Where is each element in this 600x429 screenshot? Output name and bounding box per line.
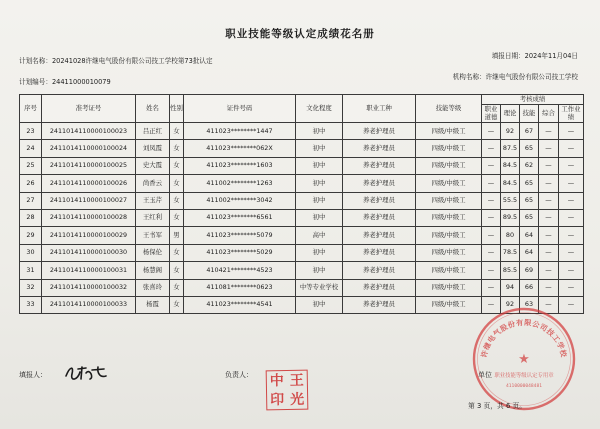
col-skill: 技能 — [520, 105, 539, 123]
score-table — [19, 94, 584, 314]
cell-ticket: 2411014110000100025 — [42, 157, 136, 174]
cell-perf: — — [559, 262, 584, 279]
cell-theory: 92 — [501, 123, 520, 140]
cell-perf: — — [559, 123, 584, 140]
cell-ticket: 2411014110000100033 — [42, 296, 136, 313]
cell-skill: 62 — [520, 157, 539, 174]
cell-name: 王书军 — [136, 227, 170, 244]
cell-gender: 女 — [170, 140, 184, 157]
cell-edu: 初中 — [296, 140, 343, 157]
cell-theory: 55.5 — [501, 192, 520, 209]
cell-job: 养老护理员 — [343, 296, 416, 313]
cell-name: 杨霞 — [136, 296, 170, 313]
cell-gender: 女 — [170, 262, 184, 279]
cell-level: 四级/中级工 — [416, 227, 482, 244]
seal-top-text: 许继电气股份有限公司技工学校 — [479, 317, 569, 359]
table-row — [20, 192, 584, 209]
cell-ticket: 2411014110000100032 — [42, 279, 136, 296]
cell-edu: 初中 — [296, 262, 343, 279]
cell-gender: 女 — [170, 175, 184, 192]
cell-id: 411023********5029 — [184, 244, 296, 261]
cell-id: 411023********062X — [184, 140, 296, 157]
cell-job: 养老护理员 — [343, 244, 416, 261]
col-theory: 理论 — [501, 105, 520, 123]
cell-seq: 27 — [20, 192, 42, 209]
cell-gender: 男 — [170, 227, 184, 244]
cell-moral: — — [482, 296, 501, 313]
cell-edu: 初中 — [296, 192, 343, 209]
cell-theory: 89.5 — [501, 209, 520, 226]
table-row — [20, 140, 584, 157]
cell-name: 尚香云 — [136, 175, 170, 192]
cell-seq: 26 — [20, 175, 42, 192]
cell-theory: 84.5 — [501, 175, 520, 192]
cell-edu: 初中 — [296, 123, 343, 140]
cell-ticket: 2411014110000100024 — [42, 140, 136, 157]
col-name: 姓名 — [136, 95, 170, 123]
cell-skill: 64 — [520, 244, 539, 261]
col-seq: 序号 — [20, 95, 42, 123]
cell-comp: — — [539, 123, 559, 140]
cell-id: 411023********5079 — [184, 227, 296, 244]
cell-comp: — — [539, 279, 559, 296]
cell-edu: 高中 — [296, 227, 343, 244]
table-row — [20, 262, 584, 279]
cell-job: 养老护理员 — [343, 279, 416, 296]
cell-comp: — — [539, 262, 559, 279]
col-moral: 职业道德 — [482, 105, 501, 123]
col-comp: 综合 — [539, 105, 559, 123]
cell-theory: 87.5 — [501, 140, 520, 157]
plan-number: 计划编号：24411000010079 — [19, 78, 111, 86]
cell-job: 养老护理员 — [343, 140, 416, 157]
cell-seq: 32 — [20, 279, 42, 296]
cell-name: 王红利 — [136, 209, 170, 226]
cell-id: 411002********3042 — [184, 192, 296, 209]
cell-edu: 初中 — [296, 244, 343, 261]
cell-comp: — — [539, 140, 559, 157]
fill-date: 填报日期：2024年11月04日 — [491, 52, 578, 60]
seal-center-text: 职业技能等级认定专用章 — [494, 373, 554, 379]
cell-theory: 94 — [501, 279, 520, 296]
col-level: 技能等级 — [416, 95, 482, 123]
cell-perf: — — [559, 157, 584, 174]
cell-job: 养老护理员 — [343, 192, 416, 209]
cell-ticket: 2411014110000100028 — [42, 209, 136, 226]
cell-skill: 64 — [520, 227, 539, 244]
cell-moral: — — [482, 244, 501, 261]
table-row — [20, 123, 584, 140]
cell-level: 四级/中级工 — [416, 192, 482, 209]
cell-seq: 28 — [20, 209, 42, 226]
table-row — [20, 175, 584, 192]
cell-level: 四级/中级工 — [416, 209, 482, 226]
cell-name: 张喜玲 — [136, 279, 170, 296]
cell-name: 杨保伦 — [136, 244, 170, 261]
cell-seq: 33 — [20, 296, 42, 313]
col-perf: 工作业绩 — [559, 105, 584, 123]
filler-label: 填报人： — [19, 371, 47, 379]
cell-edu: 初中 — [296, 175, 343, 192]
cell-skill: 66 — [520, 279, 539, 296]
cell-gender: 女 — [170, 123, 184, 140]
cell-theory: 85.5 — [501, 262, 520, 279]
cell-theory: 78.5 — [501, 244, 520, 261]
table-row — [20, 279, 584, 296]
page-number: 第 3 页，共 6 页。 — [468, 402, 527, 410]
cell-gender: 女 — [170, 279, 184, 296]
cell-job: 养老护理员 — [343, 175, 416, 192]
cell-perf: — — [559, 296, 584, 313]
cell-moral: — — [482, 157, 501, 174]
col-edu: 文化程度 — [296, 95, 343, 123]
cell-seq: 29 — [20, 227, 42, 244]
col-gender: 性别 — [170, 95, 184, 123]
cell-moral: — — [482, 227, 501, 244]
stamp-char: 光 — [290, 391, 305, 408]
cell-seq: 23 — [20, 123, 42, 140]
cell-moral: — — [482, 192, 501, 209]
cell-moral: — — [482, 140, 501, 157]
cell-level: 四级/中级工 — [416, 140, 482, 157]
cell-ticket: 2411014110000100030 — [42, 244, 136, 261]
table-row — [20, 227, 584, 244]
col-id: 证件号码 — [184, 95, 296, 123]
cell-comp: — — [539, 227, 559, 244]
cell-edu: 初中 — [296, 157, 343, 174]
stamp-char: 中 — [269, 372, 284, 389]
cell-seq: 30 — [20, 244, 42, 261]
cell-moral: — — [482, 123, 501, 140]
cell-ticket: 2411014110000100026 — [42, 175, 136, 192]
cell-id: 410421********4523 — [184, 262, 296, 279]
cell-gender: 女 — [170, 209, 184, 226]
official-seal-stamp — [470, 305, 578, 413]
stamp-char: 王 — [289, 372, 304, 389]
cell-name: 杨慧阁 — [136, 262, 170, 279]
cell-job: 养老护理员 — [343, 227, 416, 244]
cell-id: 411023********1447 — [184, 123, 296, 140]
col-ticket: 准考证号 — [42, 95, 136, 123]
cell-moral: — — [482, 279, 501, 296]
cell-perf: — — [559, 192, 584, 209]
cell-moral: — — [482, 262, 501, 279]
cell-seq: 24 — [20, 140, 42, 157]
cell-ticket: 2411014110000100031 — [42, 262, 136, 279]
stamp-char: 印 — [270, 391, 285, 408]
cell-comp: — — [539, 296, 559, 313]
plan-name: 计划名称：20241028许继电气股份有限公司技工学校第73批认定 — [19, 57, 213, 65]
cell-comp: — — [539, 192, 559, 209]
table-row — [20, 157, 584, 174]
cell-edu: 中等专业学校 — [296, 279, 343, 296]
cell-seq: 31 — [20, 262, 42, 279]
cell-gender: 女 — [170, 157, 184, 174]
cell-comp: — — [539, 175, 559, 192]
cell-id: 411002********1263 — [184, 175, 296, 192]
cell-gender: 女 — [170, 192, 184, 209]
cell-perf: — — [559, 140, 584, 157]
cell-gender: 女 — [170, 244, 184, 261]
cell-ticket: 2411014110000100027 — [42, 192, 136, 209]
cell-comp: — — [539, 209, 559, 226]
cell-perf: — — [559, 279, 584, 296]
cell-ticket: 2411014110000100029 — [42, 227, 136, 244]
table-row — [20, 209, 584, 226]
cell-seq: 25 — [20, 157, 42, 174]
cell-skill: 65 — [520, 209, 539, 226]
unit-label: 单位 — [478, 371, 492, 379]
cell-moral: — — [482, 175, 501, 192]
cell-theory: 84.5 — [501, 157, 520, 174]
cell-name: 王玉芹 — [136, 192, 170, 209]
cell-perf: — — [559, 175, 584, 192]
org-name: 机构名称：许继电气股份有限公司技工学校 — [452, 73, 578, 81]
cell-level: 四级/中级工 — [416, 157, 482, 174]
cell-level: 四级/中级工 — [416, 244, 482, 261]
cell-edu: 初中 — [296, 209, 343, 226]
table-row — [20, 244, 584, 261]
cell-id: 411023********6561 — [184, 209, 296, 226]
cell-comp: — — [539, 157, 559, 174]
document-title: 职业技能等级认定成绩花名册 — [225, 28, 375, 40]
cell-level: 四级/中级工 — [416, 175, 482, 192]
cell-gender: 女 — [170, 296, 184, 313]
cell-skill: 69 — [520, 262, 539, 279]
cell-edu: 初中 — [296, 296, 343, 313]
cell-level: 四级/中级工 — [416, 279, 482, 296]
col-scores: 考核成绩 — [482, 95, 584, 105]
cell-level: 四级/中级工 — [416, 296, 482, 313]
cell-level: 四级/中级工 — [416, 262, 482, 279]
cell-perf: — — [559, 244, 584, 261]
responsible-label: 负责人： — [225, 371, 253, 379]
cell-job: 养老护理员 — [343, 262, 416, 279]
cell-id: 411023********1603 — [184, 157, 296, 174]
cell-skill: 65 — [520, 175, 539, 192]
cell-job: 养老护理员 — [343, 157, 416, 174]
cell-job: 养老护理员 — [343, 209, 416, 226]
personal-seal-stamp — [266, 370, 309, 411]
cell-skill: 65 — [520, 192, 539, 209]
cell-name: 刘凤霞 — [136, 140, 170, 157]
cell-job: 养老护理员 — [343, 123, 416, 140]
cell-skill: 65 — [520, 140, 539, 157]
cell-name: 吕正红 — [136, 123, 170, 140]
cell-skill: 63 — [520, 296, 539, 313]
cell-moral: — — [482, 209, 501, 226]
cell-level: 四级/中级工 — [416, 123, 482, 140]
star-icon: ★ — [518, 352, 530, 367]
cell-ticket: 2411014110000100023 — [42, 123, 136, 140]
cell-id: 411023********4541 — [184, 296, 296, 313]
col-job: 职业工种 — [343, 95, 416, 123]
seal-number: 4110000048481 — [506, 384, 542, 389]
cell-perf: — — [559, 209, 584, 226]
cell-comp: — — [539, 244, 559, 261]
cell-skill: 67 — [520, 123, 539, 140]
cell-perf: — — [559, 227, 584, 244]
cell-id: 411081********0623 — [184, 279, 296, 296]
signature-image — [64, 364, 108, 382]
cell-name: 史大霞 — [136, 157, 170, 174]
cell-theory: 80 — [501, 227, 520, 244]
cell-theory: 92 — [501, 296, 520, 313]
